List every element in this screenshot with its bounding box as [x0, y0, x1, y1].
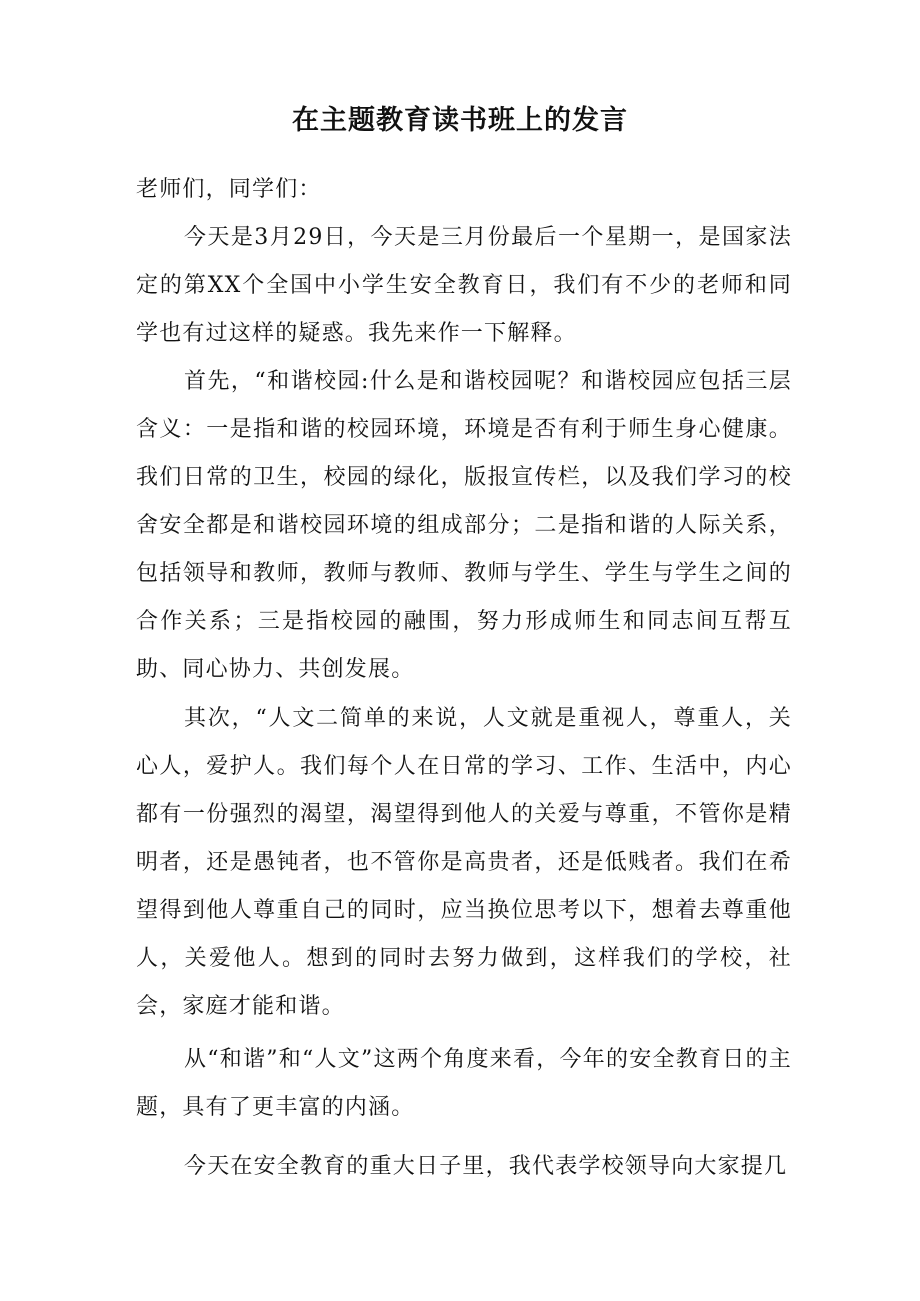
greeting-line: 老师们，同学们：: [136, 177, 322, 202]
paragraph-2: 首先，“和谐校园:什么是和谐校园呢？和谐校园应包括三层含义：一是指和谐的校园环境，环境是否有利于师生身心健康。我们日常的卫生，校园的绿化，版报宣传栏，以及我们学习的校舍安全都是和谐校园环境的组成部分；二是指和谐的人际关系，包括领导和教师，教师与教师、教师与学生、学生与学生之间的合作关系；三是指校园的融围，努力形成师生和同志间互帮互助、同心协力、共创发展。: [136, 369, 792, 682]
paragraph-4: 从“和谐”和“人文”这两个角度来看，今年的安全教育日的主题，具有了更丰富的内涵。: [136, 1047, 792, 1120]
paragraph-3: 其次，“人文二简单的来说，人文就是重视人，尊重人，关心人，爱护人。我们每个人在日常的学习、工作、生活中，内心都有一份强烈的渴望，渴望得到他人的关爱与尊重，不管你是精明者，还是愚钝者，也不管你是高贵者，还是低贱者。我们在希望得到他人尊重自己的同时，应当换位思考以下，想着去尊重他人，关爱他人。想到的同时去努力做到，这样我们的学校，社会，家庭才能和谐。: [136, 706, 792, 1019]
paragraph-1: 今天是3月29日，今天是三月份最后一个星期一，是国家法定的第XX个全国中小学生安全教育日，我们有不少的老师和同学也有过这样的疑惑。我先来作一下解释。: [136, 225, 792, 346]
document-title: 在主题教育读书班上的发言: [292, 105, 628, 136]
paragraph-5: 今天在安全教育的重大日子里，我代表学校领导向大家提几: [184, 1154, 788, 1179]
